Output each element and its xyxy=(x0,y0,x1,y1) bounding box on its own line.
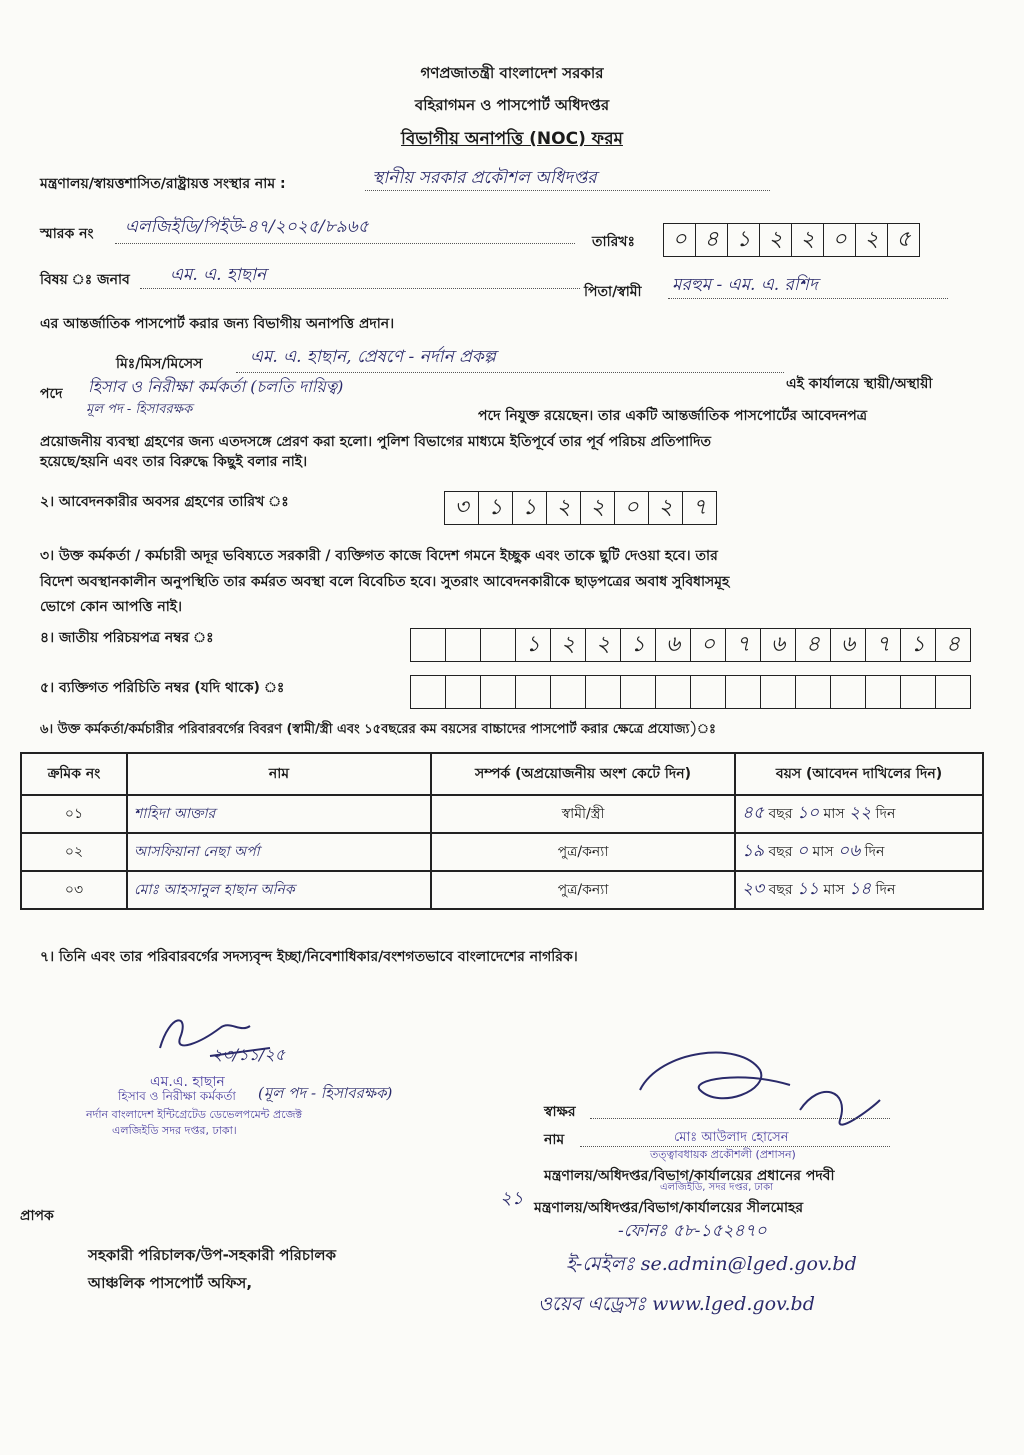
digit-box: ০ xyxy=(824,223,856,257)
digit-box xyxy=(586,675,621,709)
unit-day: দিন xyxy=(875,806,896,822)
digit-box xyxy=(726,675,761,709)
digit-box: ৬ xyxy=(656,628,691,662)
family-sl: ০১ xyxy=(21,795,127,833)
subject-value: এম. এ. হাছান xyxy=(170,265,267,285)
family-header-age: বয়স (আবেদন দাখিলের দিন) xyxy=(735,753,983,795)
digit-box: ০ xyxy=(664,223,696,257)
digit-box: ৬ xyxy=(761,628,796,662)
body-line4: হয়েছে/হয়নি এবং তার বিরুদ্ধে কিছুই বলার নাই। xyxy=(40,454,308,470)
digit-box xyxy=(446,628,481,662)
digit-box xyxy=(656,675,691,709)
digit-box xyxy=(621,675,656,709)
father-label: পিতা/স্বামী xyxy=(584,284,642,300)
memo-line xyxy=(115,243,575,244)
digit-box: ১ xyxy=(901,628,936,662)
digit-box: ১ xyxy=(516,628,551,662)
form-title: বিভাগীয় অনাপত্তি (NOC) ফরম xyxy=(401,129,623,149)
unit-month: মাস xyxy=(823,806,845,822)
post-value: হিসাব ও নিরীক্ষা কর্মকর্তা (চলতি দায়িত্ব) xyxy=(88,377,344,396)
digit-box xyxy=(901,675,936,709)
family-sl: ০৩ xyxy=(21,871,127,909)
digit-box: ২ xyxy=(760,223,792,257)
purpose-text: এর আন্তর্জাতিক পাসপোর্ট করার জন্য বিভাগীয় অনাপত্তি প্রদান। xyxy=(40,316,395,332)
family-relation: স্বামী/স্ত্রী xyxy=(431,795,735,833)
age-years: ৪৫ xyxy=(742,803,765,823)
left-stamp-designation: হিসাব ও নিরীক্ষা কর্মকর্তা xyxy=(118,1089,236,1103)
digit-box xyxy=(691,675,726,709)
family-header-name: নাম xyxy=(127,753,431,795)
unit-year: বছর xyxy=(768,806,793,822)
contact-web: ওয়েব এড্রেসঃ www.lged.gov.bd xyxy=(538,1293,815,1315)
digit-box: ২ xyxy=(586,628,621,662)
table-row xyxy=(21,833,983,871)
digit-box: ৩ xyxy=(445,491,479,525)
digit-box xyxy=(446,675,481,709)
citizenship-text: ৭। তিনি এবং তার পরিবারবর্গের সদস্যবৃন্দ ইচ্ছা/নিবেশাধিকার/বংশগতভাবে বাংলাদেশের নাগরিক। xyxy=(40,949,578,965)
contact-phone: -ফোনঃ ৫৮-১৫২৪৭০ xyxy=(618,1221,767,1241)
org-value: স্থানীয় সরকার প্রকৌশল অধিদপ্তর xyxy=(372,168,597,188)
digit-box: ২ xyxy=(547,491,581,525)
digit-box xyxy=(551,675,586,709)
right-stamp-title: তত্ত্বাবধায়ক প্রকৌশলী (প্রশাসন) xyxy=(650,1148,796,1161)
family-relation: পুত্র/কন্যা xyxy=(431,871,735,909)
post-note: মূল পদ - হিসাবরক্ষক xyxy=(86,402,193,417)
father-value: মরহুম - এম. এ. রশিদ xyxy=(672,275,818,295)
body-name-line xyxy=(236,372,784,373)
age-days: ০৬ xyxy=(838,841,861,861)
digit-box: ০ xyxy=(691,628,726,662)
digit-box xyxy=(796,675,831,709)
unit-day: দিন xyxy=(875,882,896,898)
family-table xyxy=(20,752,984,910)
table-row xyxy=(21,871,983,909)
seal-mark: ২১ xyxy=(500,1188,524,1209)
department-name: বহিরাগমন ও পাসপোর্ট অধিদপ্তর xyxy=(414,96,610,114)
left-stamp-project: নর্দান বাংলাদেশ ইন্টিগ্রেটেড ডেভেলপমেন্ট প্রজেক্ট xyxy=(86,1108,303,1121)
family-name: মোঃ আহসানুল হাছান অনিক xyxy=(127,871,431,909)
family-age xyxy=(735,833,983,871)
age-months: ১১ xyxy=(797,879,820,899)
name-label: নাম xyxy=(544,1132,565,1148)
digit-box xyxy=(866,675,901,709)
item3-line3: ভোগে কোন আপত্তি নাই। xyxy=(40,599,183,615)
body-suffix: এই কার্যালয়ে স্থায়ী/অস্থায়ী xyxy=(786,376,933,392)
digit-box: ২ xyxy=(551,628,586,662)
digit-box: ৭ xyxy=(866,628,901,662)
family-name: আসফিয়ানা নেছা অর্পা xyxy=(127,833,431,871)
sign-line xyxy=(590,1118,890,1119)
age-months: ০ xyxy=(796,841,809,861)
digit-box: ২ xyxy=(856,223,888,257)
right-stamp-name: মোঃ আউলাদ হোসেন xyxy=(674,1130,789,1145)
body-line3: প্রয়োজনীয় ব্যবস্থা গ্রহণের জন্য এতদসঙ্গে প্রেরণ করা হলো। পুলিশ বিভাগের মাধ্যমে ইতিপূর্বে তার পূর্ব পরিচয় প্রতিপাদিত xyxy=(40,434,711,450)
digit-box: ১ xyxy=(621,628,656,662)
org-label: মন্ত্রণালয়/স্বায়ত্তশাসিত/রাষ্ট্রায়ত্ত সংস্থার নাম : xyxy=(40,176,286,192)
left-sign-date: ২৩/১১/২৫ xyxy=(212,1045,286,1064)
digit-box: ৫ xyxy=(888,223,920,257)
family-name: শাহিদা আক্তার xyxy=(127,795,431,833)
digit-box: ৬ xyxy=(831,628,866,662)
digit-box: ১ xyxy=(728,223,760,257)
digit-box: ৪ xyxy=(796,628,831,662)
recipient-label: প্রাপক xyxy=(20,1208,54,1224)
age-months: ১০ xyxy=(796,803,820,823)
digit-box xyxy=(831,675,866,709)
digit-box: ২ xyxy=(581,491,615,525)
age-days: ১৪ xyxy=(849,879,872,899)
age-days: ২২ xyxy=(849,803,872,823)
digit-box: ০ xyxy=(615,491,649,525)
unit-month: মাস xyxy=(812,844,834,860)
family-age xyxy=(735,871,983,909)
digit-box xyxy=(936,675,971,709)
designation-label: মন্ত্রণালয়/অধিদপ্তর/বিভাগ/কার্যালয়ের প্রধানের পদবী xyxy=(544,1168,835,1184)
right-signature xyxy=(620,1040,900,1140)
contact-email: ই-মেইলঃ se.admin@lged.gov.bd xyxy=(566,1253,857,1275)
digit-box: ৪ xyxy=(936,628,971,662)
digit-box: ২ xyxy=(649,491,683,525)
family-header-relation: সম্পর্ক (অপ্রয়োজনীয় অংশ কেটে দিন) xyxy=(431,753,735,795)
age-years: ২৩ xyxy=(742,879,765,899)
seal-label: মন্ত্রণালয়/অধিদপ্তর/বিভাগ/কার্যালয়ের সীলমোহর xyxy=(534,1200,804,1216)
left-stamp-office: এলজিইডি সদর দপ্তর, ঢাকা। xyxy=(112,1124,237,1137)
memo-date-label: তারিখঃ xyxy=(592,234,635,250)
body-prefix: মিঃ/মিস/মিসেস xyxy=(116,356,203,372)
digit-box: ২ xyxy=(792,223,824,257)
left-stamp-name: এম.এ. হাছান xyxy=(150,1074,225,1090)
digit-box xyxy=(516,675,551,709)
unit-year: বছর xyxy=(768,882,793,898)
family-relation: পুত্র/কন্যা xyxy=(431,833,735,871)
digit-box xyxy=(481,675,516,709)
right-stamp-office: এলজিইডি, সদর দপ্তর, ঢাকা xyxy=(660,1182,773,1193)
family-header-sl: ক্রমিক নং xyxy=(21,753,127,795)
digit-box: ৭ xyxy=(726,628,761,662)
pin-label: ৫। ব্যক্তিগত পরিচিতি নম্বর (যদি থাকে) ঃ xyxy=(40,680,285,696)
memo-label: স্মারক নং xyxy=(40,226,94,242)
digit-box: ১ xyxy=(513,491,547,525)
post-prefix: পদে xyxy=(40,386,63,402)
digit-box xyxy=(411,675,446,709)
retirement-date-boxes xyxy=(444,491,717,525)
memo-date-boxes xyxy=(663,223,920,257)
body-name: এম. এ. হাছান, প্রেষণে - নর্দান প্রকল্প xyxy=(250,347,496,367)
sign-label: স্বাক্ষর xyxy=(544,1104,576,1120)
digit-box: ৭ xyxy=(683,491,717,525)
unit-month: মাস xyxy=(823,882,845,898)
family-label: ৬। উক্ত কর্মকর্তা/কর্মচারীর পরিবারবর্গের বিবরণ (স্বামী/স্ত্রী এবং ১৫বছরের কম বয়সের বাচ্চাদের পাসপোর্ট করার ক্ষেত্রে প্রযোজ্য)ঃ xyxy=(40,722,716,737)
family-sl: ০২ xyxy=(21,833,127,871)
item3-line1: ৩। উক্ত কর্মকর্তা / কর্মচারী অদূর ভবিষ্যতে সরকারী / ব্যক্তিগত কাজে বিদেশ গমনে ইচ্ছুক এবং তাকে ছুটি দেওয়া হবে। তার xyxy=(40,548,718,564)
recipient-line1: সহকারী পরিচালক/উপ-সহকারী পরিচালক xyxy=(88,1246,337,1264)
digit-box: ১ xyxy=(479,491,513,525)
digit-box xyxy=(411,628,446,662)
post-suffix: পদে নিযুক্ত রয়েছেন। তার একটি আন্তর্জাতিক পাসপোর্টের আবেদনপত্র xyxy=(478,408,868,424)
unit-day: দিন xyxy=(864,844,885,860)
unit-year: বছর xyxy=(768,844,793,860)
retirement-label: ২। আবেদনকারীর অবসর গ্রহণের তারিখ ঃ xyxy=(40,494,289,510)
digit-box: ৪ xyxy=(696,223,728,257)
nid-label: ৪। জাতীয় পরিচয়পত্র নম্বর ঃ xyxy=(40,630,214,646)
item3-line2: বিদেশ অবস্থানকালীন অনুপস্থিতি তার কর্মরত অবস্থা বলে বিবেচিত হবে। সুতরাং আবেদনকারীকে ছাড়পত্রের অবাধ সুবিধাসমূহ xyxy=(40,574,730,590)
nid-boxes xyxy=(410,628,971,662)
family-age xyxy=(735,795,983,833)
subject-label: বিষয় ঃ জনাব xyxy=(40,272,130,288)
left-stamp-note: (মূল পদ - হিসাবরক্ষক) xyxy=(258,1084,393,1102)
govt-name: গণপ্রজাতন্ত্রী বাংলাদেশ সরকার xyxy=(420,64,604,82)
digit-box xyxy=(761,675,796,709)
age-years: ১৯ xyxy=(742,841,765,861)
recipient-line2: আঞ্চলিক পাসপোর্ট অফিস, xyxy=(88,1274,253,1292)
memo-value: এলজিইডি/পিইউ-৪৭/২০২৫/৮৯৬৫ xyxy=(125,217,369,237)
pin-boxes xyxy=(410,675,971,709)
table-row xyxy=(21,795,983,833)
digit-box xyxy=(481,628,516,662)
